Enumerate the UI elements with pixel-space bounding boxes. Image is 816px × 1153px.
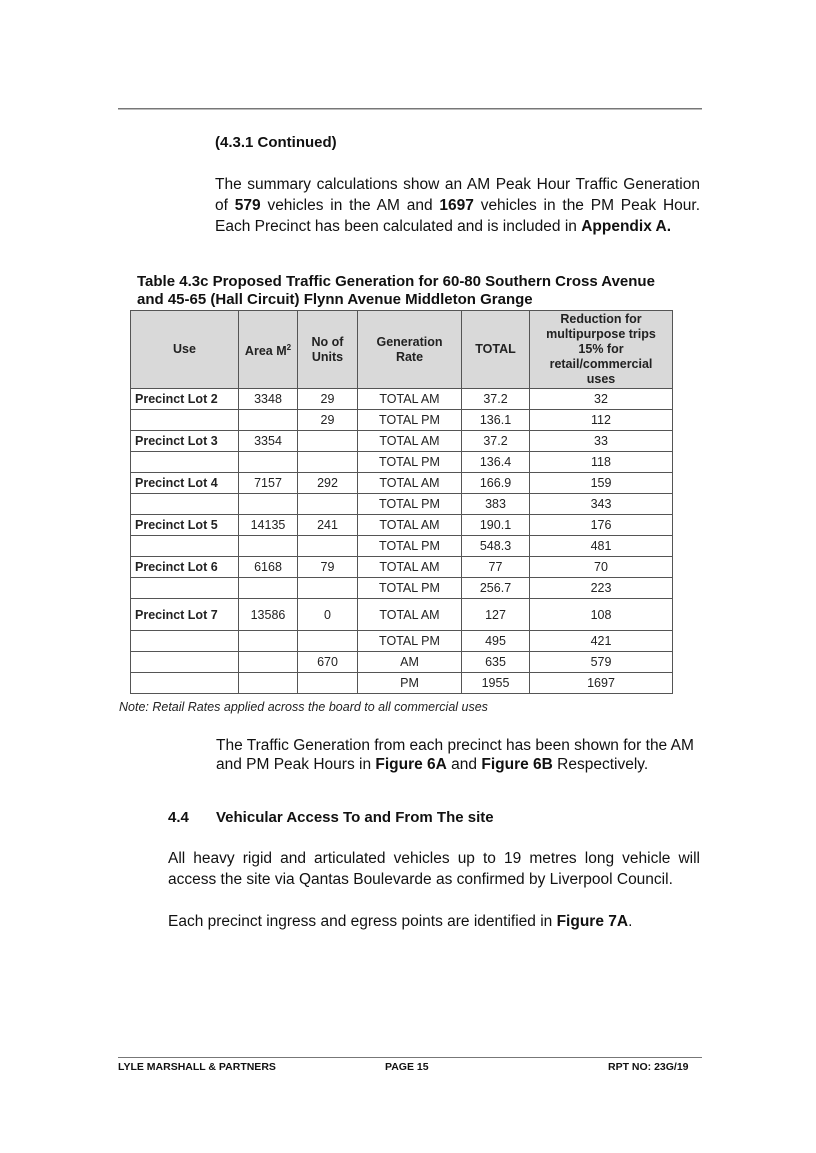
cell-use [131, 578, 239, 599]
table-header-row [131, 311, 673, 389]
cell-area: 3354 [239, 431, 298, 452]
cell-total: 190.1 [462, 515, 530, 536]
cell-units [298, 578, 358, 599]
table-row [131, 410, 673, 431]
section-4-4-heading: 4.4 Vehicular Access To and From The site [168, 809, 494, 826]
cell-use: Precinct Lot 3 [131, 431, 239, 452]
cell-area [239, 452, 298, 473]
figure-7a-reference: Figure 7A [556, 913, 629, 930]
cell-rate: TOTAL AM [358, 515, 462, 536]
cell-total: 136.1 [462, 410, 530, 431]
cell-area [239, 631, 298, 652]
col-header-use: Use [131, 311, 239, 389]
figure-6a-reference: Figure 6A [375, 756, 447, 773]
figure-6b-reference: Figure 6B [481, 756, 553, 773]
cell-reduction: 70 [530, 557, 673, 578]
table-body [131, 389, 673, 694]
cell-rate: TOTAL PM [358, 536, 462, 557]
cell-units [298, 452, 358, 473]
cell-rate: PM [358, 673, 462, 694]
cell-total: 166.9 [462, 473, 530, 494]
cell-use [131, 652, 239, 673]
table-row [131, 599, 673, 631]
cell-use [131, 494, 239, 515]
cell-units: 0 [298, 599, 358, 631]
cell-rate: TOTAL AM [358, 473, 462, 494]
cell-reduction: 32 [530, 389, 673, 410]
col-header-reduction: Reduction for multipurpose trips 15% for retail/commercial uses [530, 311, 673, 389]
cell-use: Precinct Lot 2 [131, 389, 239, 410]
cell-area [239, 410, 298, 431]
cell-reduction: 33 [530, 431, 673, 452]
cell-rate: TOTAL AM [358, 599, 462, 631]
cell-use [131, 536, 239, 557]
cell-total: 136.4 [462, 452, 530, 473]
table-row [131, 557, 673, 578]
footer-page-number: PAGE 15 [385, 1061, 429, 1073]
cell-units [298, 431, 358, 452]
col-header-area: Area $M^2$ [239, 311, 298, 389]
cell-reduction: 421 [530, 631, 673, 652]
cell-total: 127 [462, 599, 530, 631]
summary-paragraph: The summary calculations show an AM Peak Hour Traffic Generation of 579 vehicles in the AM and 1697 vehicles in the PM Peak Hour. Each Precinct has been calculated and is included in Appendix A. [215, 176, 700, 235]
header-rule [118, 108, 702, 110]
cell-units: 670 [298, 652, 358, 673]
cell-units: 292 [298, 473, 358, 494]
precinct-points-paragraph: Each precinct ingress and egress points are identified in Figure 7A. [168, 913, 633, 930]
table-note: Note: Retail Rates applied across the board to all commercial uses [119, 700, 488, 714]
section-continued-heading: (4.3.1 Continued) [215, 134, 337, 151]
cell-total: 383 [462, 494, 530, 515]
cell-units [298, 673, 358, 694]
cell-reduction: 176 [530, 515, 673, 536]
cell-units [298, 631, 358, 652]
table-row [131, 631, 673, 652]
table-row [131, 578, 673, 599]
table-row [131, 515, 673, 536]
cell-reduction: 481 [530, 536, 673, 557]
cell-total: 256.7 [462, 578, 530, 599]
cell-reduction: 159 [530, 473, 673, 494]
cell-rate: TOTAL PM [358, 452, 462, 473]
cell-use [131, 673, 239, 694]
table-row [131, 389, 673, 410]
cell-area: 14135 [239, 515, 298, 536]
cell-area: 13586 [239, 599, 298, 631]
cell-area [239, 494, 298, 515]
cell-area: 6168 [239, 557, 298, 578]
table-row [131, 431, 673, 452]
cell-area: 3348 [239, 389, 298, 410]
cell-area [239, 578, 298, 599]
cell-rate: TOTAL PM [358, 410, 462, 431]
table-row [131, 452, 673, 473]
cell-reduction: 112 [530, 410, 673, 431]
cell-rate: TOTAL AM [358, 557, 462, 578]
cell-area [239, 652, 298, 673]
cell-reduction: 579 [530, 652, 673, 673]
cell-area [239, 536, 298, 557]
cell-total: 635 [462, 652, 530, 673]
col-header-rate: Generation Rate [358, 311, 462, 389]
cell-use [131, 410, 239, 431]
cell-rate: AM [358, 652, 462, 673]
cell-reduction: 343 [530, 494, 673, 515]
cell-units: 241 [298, 515, 358, 536]
cell-rate: TOTAL AM [358, 389, 462, 410]
cell-units: 29 [298, 410, 358, 431]
heavy-vehicles-paragraph: All heavy rigid and articulated vehicles up to 19 metres long vehicle will access the site via Qantas Boulevarde as confirmed by Liverpool Council. [168, 850, 700, 888]
cell-area [239, 673, 298, 694]
cell-units [298, 536, 358, 557]
cell-area: 7157 [239, 473, 298, 494]
footer-rule [118, 1057, 702, 1058]
cell-total: 37.2 [462, 431, 530, 452]
cell-total: 37.2 [462, 389, 530, 410]
cell-rate: TOTAL PM [358, 578, 462, 599]
traffic-generation-table [130, 310, 673, 694]
cell-reduction: 223 [530, 578, 673, 599]
col-header-total: TOTAL [462, 311, 530, 389]
cell-use [131, 631, 239, 652]
cell-units [298, 494, 358, 515]
generation-paragraph: The Traffic Generation from each precinct has been shown for the AM and PM Peak Hours in Figure 6A and Figure 6B Respectively. [216, 737, 694, 773]
table-row [131, 494, 673, 515]
cell-total: 548.3 [462, 536, 530, 557]
footer-company: LYLE MARSHALL & PARTNERS [118, 1061, 276, 1073]
cell-reduction: 1697 [530, 673, 673, 694]
cell-use: Precinct Lot 7 [131, 599, 239, 631]
cell-reduction: 108 [530, 599, 673, 631]
cell-use: Precinct Lot 6 [131, 557, 239, 578]
cell-units: 29 [298, 389, 358, 410]
table-title: Table 4.3c Proposed Traffic Generation for 60-80 Southern Cross Avenue and 45-65 (Hall Circuit) Flynn Avenue Middleton Grange [137, 273, 655, 308]
cell-use [131, 452, 239, 473]
table-row [131, 536, 673, 557]
footer-report-number: RPT NO: 23G/19 [608, 1061, 689, 1073]
cell-total: 1955 [462, 673, 530, 694]
cell-rate: TOTAL AM [358, 431, 462, 452]
cell-total: 77 [462, 557, 530, 578]
col-header-units: No of Units [298, 311, 358, 389]
table-row [131, 652, 673, 673]
cell-total: 495 [462, 631, 530, 652]
cell-rate: TOTAL PM [358, 494, 462, 515]
table-row [131, 473, 673, 494]
appendix-reference: Appendix A. [581, 218, 672, 235]
table-row [131, 673, 673, 694]
cell-units: 79 [298, 557, 358, 578]
cell-use: Precinct Lot 4 [131, 473, 239, 494]
cell-rate: TOTAL PM [358, 631, 462, 652]
cell-reduction: 118 [530, 452, 673, 473]
pm-total-value: 1697 [439, 197, 474, 214]
am-total-value: 579 [234, 197, 261, 214]
cell-use: Precinct Lot 5 [131, 515, 239, 536]
